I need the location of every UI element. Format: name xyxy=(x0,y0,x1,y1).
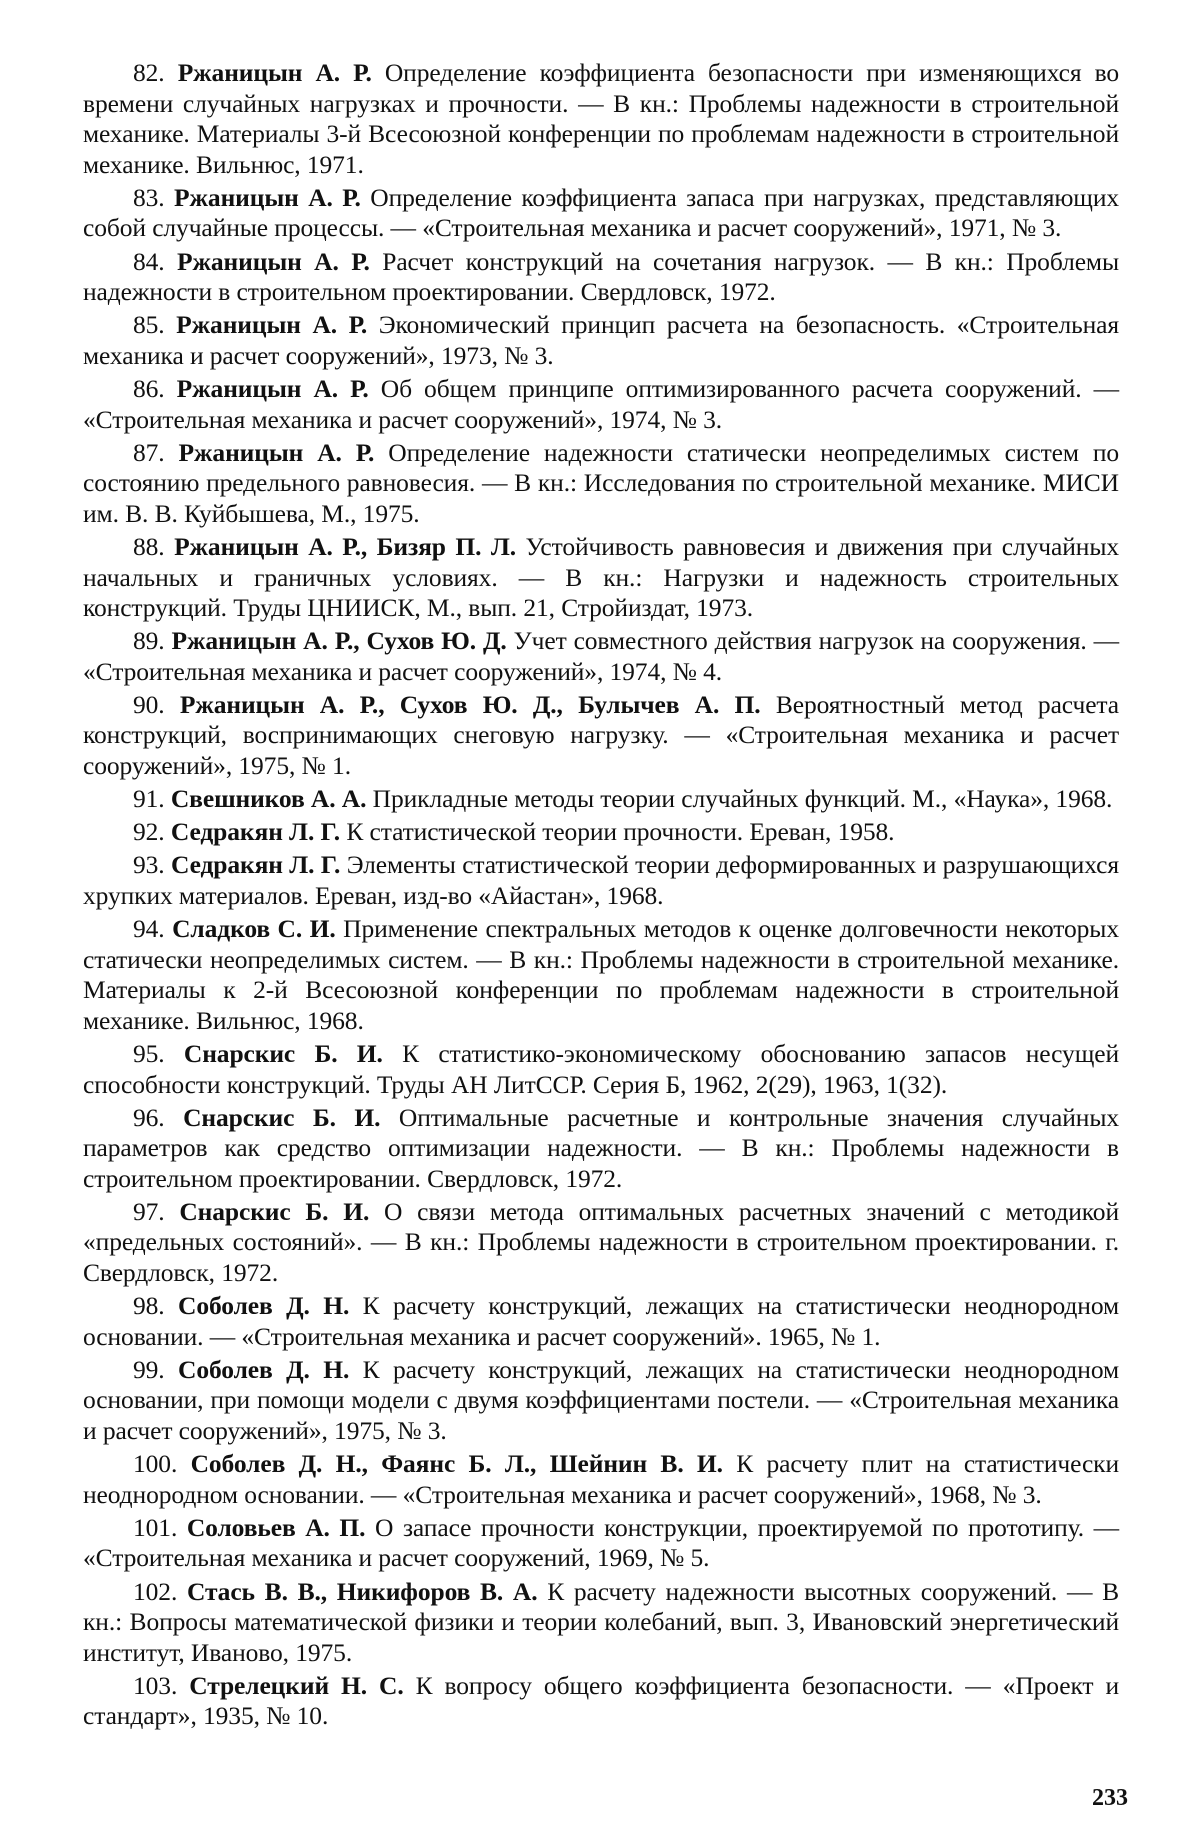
entry-number: 95. xyxy=(133,1038,165,1068)
entry-text: Учет совместного действия нагрузок на сооружения. — «Строительная механика и расчет сооружений», 1974, № 4. xyxy=(83,626,1119,686)
bibliography-entry xyxy=(83,690,1119,782)
bibliography-entry xyxy=(83,1577,1119,1669)
entry-author: Снарскис Б. И. xyxy=(179,1196,370,1226)
entry-number: 84. xyxy=(133,246,165,276)
bibliography-entry xyxy=(83,784,1119,815)
entry-author: Ржаницын А. Р. xyxy=(174,182,361,212)
bibliography-entry xyxy=(83,850,1119,911)
bibliography-entry xyxy=(83,247,1119,308)
entry-number: 87. xyxy=(133,437,165,467)
entry-number: 94. xyxy=(133,914,165,944)
entry-author: Седракян Л. Г. xyxy=(170,850,341,880)
entry-author: Ржаницын А. Р. xyxy=(176,310,368,340)
entry-author: Соболев Д. Н. xyxy=(178,1291,350,1321)
entry-text: К статистической теории прочности. Ереван, 1958. xyxy=(346,817,895,847)
entry-text: К статистико-экономическому обоснованию запасов несущей способности конструкций. Труды АН ЛитССР. Серия Б, 1962, 2(29), 1963, 1(32). xyxy=(83,1038,1119,1099)
bibliography-entry xyxy=(83,1513,1119,1574)
bibliography-entry xyxy=(83,1039,1119,1100)
entry-number: 102. xyxy=(133,1576,178,1606)
entry-author: Седракян Л. Г. xyxy=(170,817,341,847)
entry-number: 82. xyxy=(133,58,165,87)
entry-text: Определение надежности статически неопределимых систем по состоянию предельного равновесия. — В кн.: Исследования по строительной механике. МИСИ им. В. В. Куйбышева, М., 1975. xyxy=(83,437,1120,528)
entry-author: Стась В. В., Никифоров В. А. xyxy=(186,1576,538,1606)
bibliography-entry xyxy=(83,914,1119,1036)
bibliography-page xyxy=(83,58,1119,1734)
entry-number: 100. xyxy=(133,1449,178,1479)
entry-text: К расчету плит на статистически неоднородном основании. — «Строительная механика и расчет сооружений», 1968, № 3. xyxy=(83,1449,1119,1509)
entry-text: Вероятностный метод расчета конструкций, воспринимающих снеговую нагрузку. — «Строительная механика и расчет сооружений», 1975, № 1. xyxy=(83,689,1120,781)
entry-author: Соловьев А. П. xyxy=(186,1512,366,1542)
entry-text: Определение коэффициента запаса при нагрузках, представляющих собой случайные процессы. — «Строительная механика и расчет сооружений», 1971, № 3. xyxy=(83,182,1120,243)
entry-author: Ржаницын А. Р. xyxy=(178,437,375,467)
bibliography-entry xyxy=(83,1291,1119,1352)
entry-text: Применение спектральных методов к оценке долговечности некоторых статически неопределимых систем. — В кн.: Проблемы надежности в строительной механике. Материалы к 2-й Всесоюзной конференции по проблемам надежности в строительной механике. Вильнюс, 1968. xyxy=(83,914,1119,1035)
entry-number: 92. xyxy=(133,817,165,847)
bibliography-entry xyxy=(83,817,1119,848)
entry-number: 90. xyxy=(133,689,165,719)
entry-text: Оптимальные расчетные и контрольные значения случайных параметров как средство оптимизации надежности. — В кн.: Проблемы надежности в строительном проектировании. Свердловск, 1972. xyxy=(83,1102,1120,1193)
entry-text: К расчету конструкций, лежащих на статистически неоднородном основании. — «Строительная механика и расчет сооружений». 1965, № 1. xyxy=(83,1291,1120,1351)
entry-number: 93. xyxy=(133,850,165,880)
entry-number: 98. xyxy=(133,1291,165,1321)
entry-number: 83. xyxy=(133,182,165,212)
entry-author: Соболев Д. Н. xyxy=(178,1354,350,1384)
bibliography-entry xyxy=(83,1197,1119,1289)
bibliography-entry xyxy=(83,626,1119,687)
bibliography-entry xyxy=(83,310,1119,371)
bibliography-entry xyxy=(83,1449,1119,1510)
entry-text: Устойчивость равновесия и движения при случайных начальных и граничных условиях. — В кн.: Нагрузки и надежность строительных конструкций. Труды ЦНИИСК, М., вып. 21, Стройиздат, 1973. xyxy=(83,531,1120,623)
entry-text: Об общем принципе оптимизированного расчета сооружений. — «Строительная механика и расчет сооружений», 1974, № 3. xyxy=(83,373,1120,434)
entry-text: Расчет конструкций на сочетания нагрузок. — В кн.: Проблемы надежности в строительном проектировании. Свердловск, 1972. xyxy=(83,246,1119,307)
entry-number: 103. xyxy=(133,1670,178,1700)
bibliography-entry xyxy=(83,532,1119,624)
entry-text: Экономический принцип расчета на безопасность. «Строительная механика и расчет сооружений», 1973, № 3. xyxy=(83,310,1120,370)
bibliography-entry xyxy=(83,1103,1119,1195)
entry-text: О запасе прочности конструкции, проектируемой по прототипу. — «Строительная механика и расчет сооружений, 1969, № 5. xyxy=(83,1512,1120,1573)
page-number: 233 xyxy=(1092,1785,1128,1811)
entry-number: 101. xyxy=(133,1512,178,1542)
entry-number: 88. xyxy=(133,531,165,561)
entry-text: О связи метода оптимальных расчетных значений с методикой «предельных состояний». — В кн.: Проблемы надежности в строительном проектировании. г. Свердловск, 1972. xyxy=(83,1196,1119,1288)
entry-text: Определение коэффициента безопасности при изменяющихся во времени случайных нагрузках и прочности. — В кн.: Проблемы надежности в строительной механике. Материалы 3-й Всесоюзной конференции по проблемам надежности в строительной механике. Вильнюс, 1971. xyxy=(83,58,1120,179)
bibliography-entry xyxy=(83,58,1119,180)
entry-author: Ржаницын А. Р. xyxy=(177,58,372,87)
entry-text: К расчету надежности высотных сооружений. — В кн.: Вопросы математической физики и теории колебаний, вып. 3, Ивановский энергетический институт, Иваново, 1975. xyxy=(83,1576,1119,1667)
entry-number: 97. xyxy=(133,1196,165,1226)
entry-text: К расчету конструкций, лежащих на статистически неоднородном основании, при помощи модели с двумя коэффициентами постели. — «Строительная механика и расчет сооружений», 1975, № 3. xyxy=(83,1354,1120,1446)
entry-author: Соболев Д. Н., Фаянс Б. Л., Шейнин В. И. xyxy=(190,1449,723,1479)
bibliography-entry xyxy=(83,183,1119,244)
entry-number: 86. xyxy=(133,373,165,403)
entry-text: Элементы статистической теории деформированных и разрушающихся хрупких материалов. Ереван, изд-во «Айастан», 1968. xyxy=(83,850,1119,910)
entry-author: Снарскис Б. И. xyxy=(183,1102,381,1132)
entry-author: Сладков С. И. xyxy=(172,914,336,944)
entry-author: Свешников А. А. xyxy=(170,784,367,814)
entry-number: 91. xyxy=(133,784,165,814)
bibliography-entry xyxy=(83,438,1119,530)
entry-number: 96. xyxy=(133,1102,165,1132)
entry-author: Снарскис Б. И. xyxy=(183,1038,383,1068)
entry-text: Прикладные методы теории случайных функций. М., «Наука», 1968. xyxy=(372,784,1113,814)
bibliography-entry xyxy=(83,374,1119,435)
entry-author: Ржаницын А. Р. xyxy=(177,246,370,276)
entry-author: Стрелецкий Н. С. xyxy=(189,1670,404,1700)
bibliography-list xyxy=(83,58,1119,1732)
entry-number: 89. xyxy=(133,626,165,656)
entry-author: Ржаницын А. Р., Бизяр П. Л. xyxy=(174,531,517,561)
entry-number: 85. xyxy=(133,310,165,340)
entry-author: Ржаницын А. Р., Сухов Ю. Д., Булычев А. П. xyxy=(179,689,761,719)
bibliography-entry xyxy=(83,1355,1119,1447)
entry-number: 99. xyxy=(133,1354,165,1384)
entry-author: Ржаницын А. Р. xyxy=(176,373,369,403)
entry-text: К вопросу общего коэффициента безопасности. — «Проект и стандарт», 1935, № 10. xyxy=(83,1670,1120,1731)
bibliography-entry xyxy=(83,1671,1119,1732)
entry-author: Ржаницын А. Р., Сухов Ю. Д. xyxy=(171,626,507,656)
